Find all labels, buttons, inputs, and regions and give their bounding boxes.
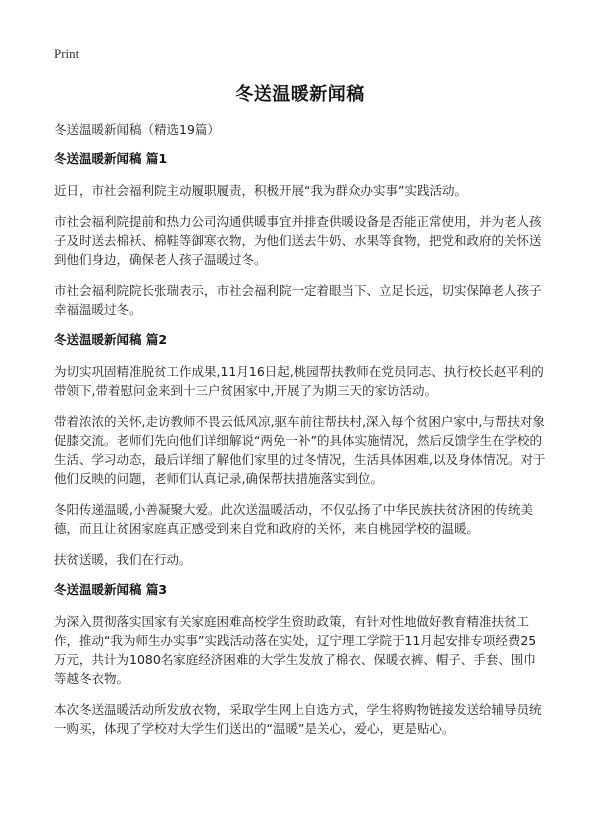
section-3-paragraph-1: 为深入贯彻落实国家有关家庭困难高校学生资助政策，有针对性地做好教育精准扶贫工作，推动“我为师生办实事”实践活动落在实处，辽宁理工学院于11月起安排专项经费25万元，共计为1080名家庭经济困难的大学生发放了棉衣、保暖衣裤、帽子、手套、围巾等越冬衣物。 <box>54 614 537 686</box>
print-label: Print <box>54 46 80 61</box>
section-2-paragraph-4: 扶贫送暖，我们在行动。 <box>54 552 192 567</box>
section-1-paragraph-3: 市社会福利院院长张瑞表示，市社会福利院一定着眼当下、立足长远，切实保障老人孩子幸福温暖过冬。 <box>54 283 542 317</box>
section-2-paragraph-3: 冬阳传递温暖,小善凝聚大爱。此次送温暖活动，不仅弘扬了中华民族扶贫济困的传统美德，而且让贫困家庭真正感受到来自党和政府的关怀，来自桃园学校的温暖。 <box>54 502 533 536</box>
document-subtitle: 冬送温暖新闻稿（精选19篇） <box>54 122 220 137</box>
section-1-paragraph-2: 市社会福利院提前和热力公司沟通供暖事宜并排查供暖设备是否能正常使用，并为老人孩子及时送去棉袄、棉鞋等御寒衣物，为他们送去牛奶、水果等食物，把党和政府的关怀送到他们身边，确保老人孩子温暖过冬。 <box>54 214 542 267</box>
section-heading-2: 冬送温暖新闻稿 篇2 <box>54 332 168 347</box>
section-heading-1: 冬送温暖新闻稿 篇1 <box>54 151 168 166</box>
section-2-paragraph-1: 为切实巩固精准脱贫工作成果,11月16日起,桃园帮扶教师在党员同志、执行校长赵平利的带领下,带着慰问金来到十三户贫困家中,开展了为期三天的家访活动。 <box>54 364 544 398</box>
document-body <box>54 121 548 750</box>
section-3-paragraph-2: 本次冬送温暖活动所发放衣物，采取学生网上自选方式，学生将购物链接发送给辅导员统一购买，体现了学校对大学生们送出的“温暖”是关心，爱心，更是贴心。 <box>54 702 542 736</box>
section-1-paragraph-1: 近日，市社会福利院主动履职履责，积极开展“我为群众办实事”实践活动。 <box>54 183 467 198</box>
section-heading-3: 冬送温暖新闻稿 篇3 <box>54 582 168 597</box>
page-title: 冬送温暖新闻稿 <box>235 84 365 105</box>
section-2-paragraph-2: 带着浓浓的关怀,走访教师不畏云低风凉,驱车前往帮扶村,深入每个贫困户家中,与帮扶对象促膝交流。老师们先向他们详细解说“两免一补”的具体实施情况，然后反馈学生在学校的生活、学习动态，最后详细了解他们家里的过冬情况，生活具体困难,以及身体情况。对于他们反映的问题，老师们认真记录,确保帮扶措施落实到位。 <box>54 414 546 486</box>
